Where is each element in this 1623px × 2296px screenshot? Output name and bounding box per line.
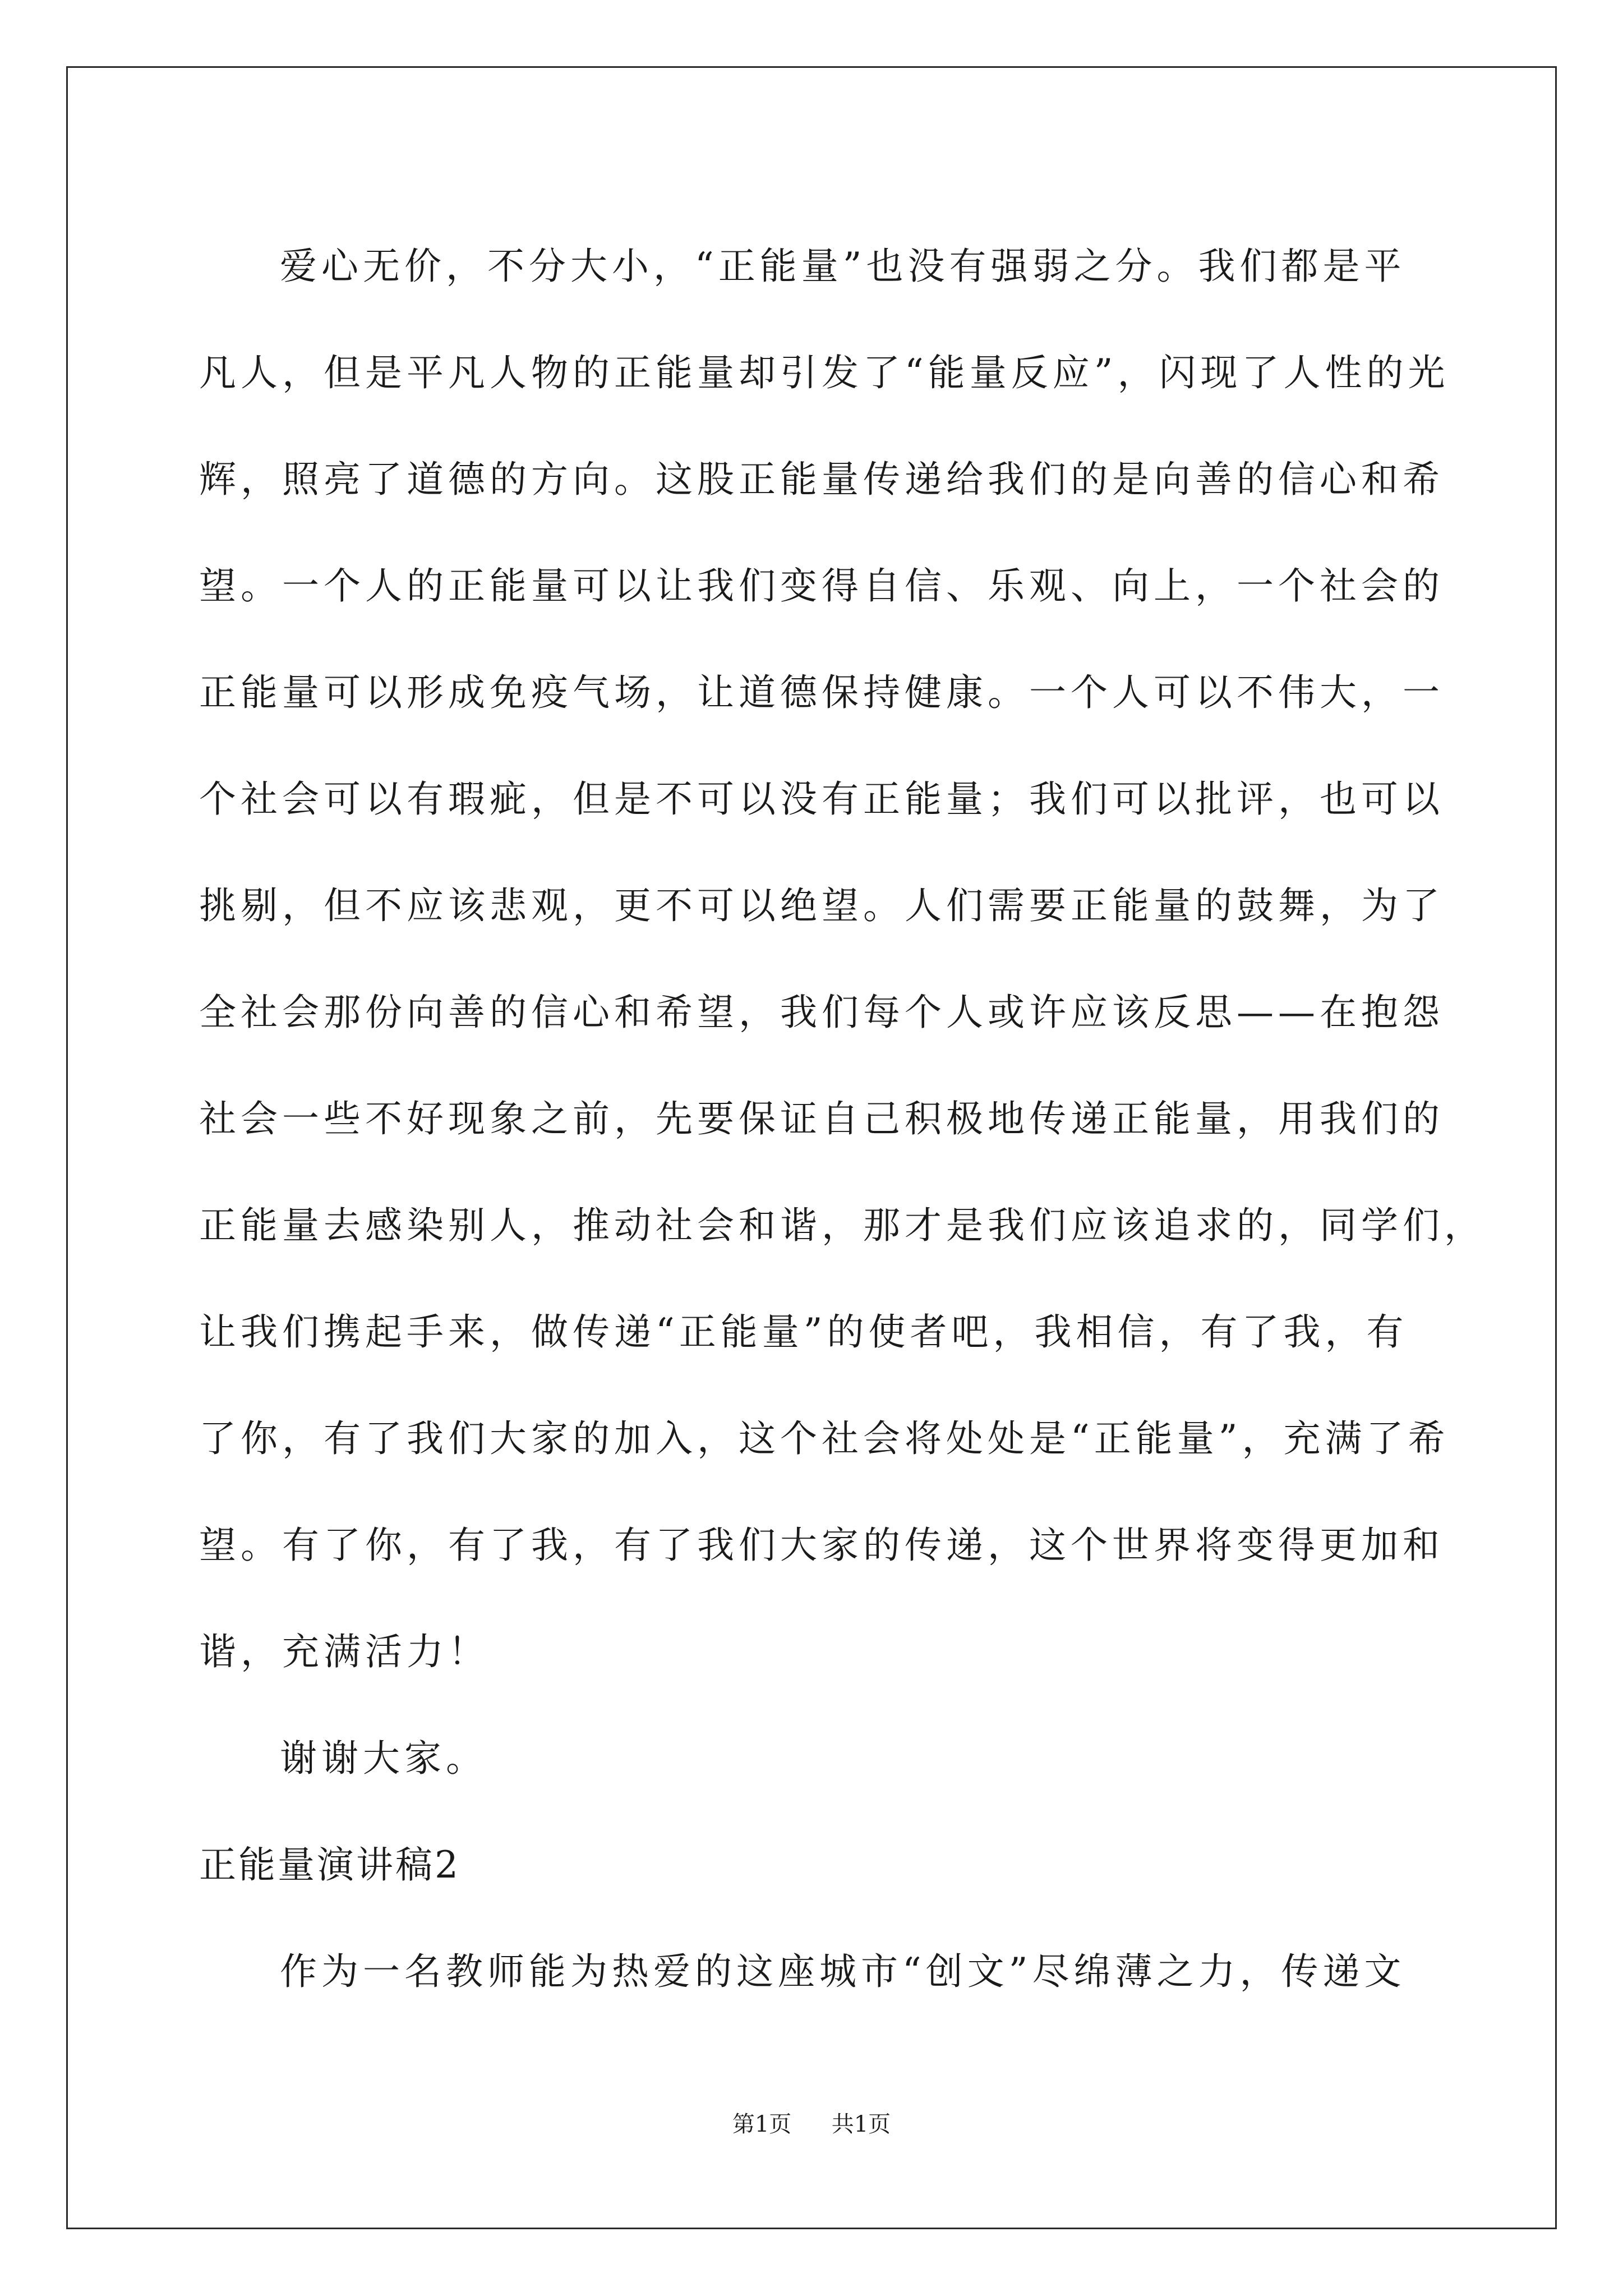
- paragraph-line: 望。有了你，有了我，有了我们大家的传递，这个世界将变得更加和: [199, 1524, 1444, 1567]
- paragraph-line: 社会一些不好现象之前，先要保证自己积极地传递正能量，用我们的: [199, 1097, 1444, 1140]
- paragraph-line: 挑剔，但不应该悲观，更不可以绝望。人们需要正能量的鼓舞，为了: [199, 884, 1444, 927]
- paragraph-line: 让我们携起手来，做传递“正能量”的使者吧，我相信，有了我，有: [199, 1310, 1408, 1354]
- document-body: [199, 213, 1486, 2025]
- section-heading: 正能量演讲稿2: [199, 1843, 460, 1887]
- paragraph-line: 凡人，但是平凡人物的正能量却引发了“能量反应”，闪现了人性的光: [199, 351, 1450, 394]
- page-footer: [0, 2106, 1623, 2138]
- paragraph-line: 作为一名教师能为热爱的这座城市“创文”尽绵薄之力，传递文: [280, 1950, 1406, 1993]
- paragraph-line: 个社会可以有瑕疵，但是不可以没有正能量；我们可以批评，也可以: [199, 777, 1444, 821]
- paragraph-line: 了你，有了我们大家的加入，这个社会将处处是“正能量”，充满了希: [199, 1417, 1450, 1460]
- paragraph-line: 爱心无价，不分大小，“正能量”也没有强弱之分。我们都是平: [280, 245, 1406, 288]
- page-number: 第1页: [732, 2111, 792, 2137]
- paragraph-line: 正能量可以形成免疫气场，让道德保持健康。一个人可以不伟大，一: [199, 671, 1444, 714]
- paragraph-line: 望。一个人的正能量可以让我们变得自信、乐观、向上，一个社会的: [199, 564, 1444, 608]
- paragraph-line: 谐，充满活力！: [199, 1630, 490, 1673]
- paragraph-line: 正能量去感染别人，推动社会和谐，那才是我们应该追求的，同学们，: [199, 1204, 1486, 1247]
- page-total: 共1页: [831, 2111, 891, 2137]
- paragraph-line: 全社会那份向善的信心和希望，我们每个人或许应该反思——在抱怨: [199, 991, 1444, 1034]
- closing-line: 谢谢大家。: [280, 1737, 487, 1780]
- paragraph-line: 辉，照亮了道德的方向。这股正能量传递给我们的是向善的信心和希: [199, 458, 1444, 501]
